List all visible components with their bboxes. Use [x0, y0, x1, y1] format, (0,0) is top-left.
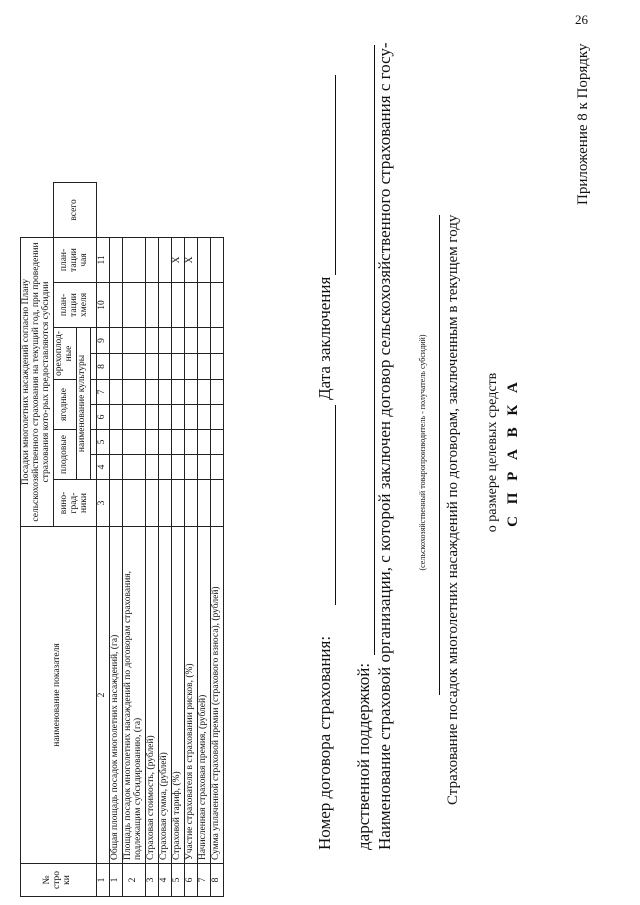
table-row — [158, 182, 171, 896]
value-cell[interactable] — [197, 380, 210, 405]
value-cell[interactable] — [109, 455, 122, 480]
value-cell[interactable] — [184, 380, 197, 405]
row-number: 7 — [197, 864, 210, 897]
value-cell[interactable] — [197, 430, 210, 455]
value-cell[interactable] — [122, 380, 145, 405]
value-cell[interactable] — [184, 282, 197, 327]
row-label: Страховой тариф, (%) — [171, 527, 184, 864]
column-number: 8 — [96, 353, 109, 379]
table-row — [184, 182, 197, 896]
row-label: Участие страхователя в страховании рисков, (%) — [184, 527, 197, 864]
insurance-line: Страхование посадок многолетних насаждений по договорам, заключенным в текущем году — [445, 214, 461, 805]
header-col-vineyards: вино-град-ники — [53, 480, 96, 527]
value-cell[interactable] — [109, 353, 122, 379]
value-cell[interactable] — [171, 353, 184, 379]
insurer-label-cont: дарственной поддержкой: — [354, 662, 373, 850]
row-total[interactable] — [122, 237, 145, 282]
value-cell[interactable] — [210, 455, 223, 480]
header-group: Посадки многолетних насаждений согласно Плану сельскохозяйственного страхования на текущий год, при проведении страхования кото-рых предоставляются субсидии — [21, 237, 54, 526]
value-cell[interactable] — [171, 430, 184, 455]
value-cell[interactable] — [122, 327, 145, 353]
value-cell[interactable] — [158, 455, 171, 480]
value-cell[interactable] — [145, 455, 158, 480]
row-total[interactable] — [158, 237, 171, 282]
value-cell[interactable] — [171, 380, 184, 405]
value-cell[interactable] — [122, 353, 145, 379]
document-subtitle: о размере целевых средств — [485, 372, 500, 533]
value-cell[interactable] — [197, 327, 210, 353]
value-cell[interactable] — [158, 380, 171, 405]
value-cell[interactable] — [171, 405, 184, 430]
column-number: 9 — [96, 327, 109, 353]
value-cell[interactable] — [184, 430, 197, 455]
value-cell[interactable] — [184, 480, 197, 527]
table-row — [109, 182, 122, 896]
value-cell[interactable] — [158, 353, 171, 379]
column-number: 5 — [96, 430, 109, 455]
header-col-hops: план-тации хмеля — [53, 282, 96, 327]
value-cell[interactable] — [197, 353, 210, 379]
value-cell[interactable] — [184, 353, 197, 379]
value-cell[interactable] — [210, 282, 223, 327]
row-label: Площадь посадок многолетних насаждений по договорам страхования, подлежащим субсидированию, (га) — [122, 527, 145, 864]
value-cell[interactable] — [197, 405, 210, 430]
value-cell[interactable] — [145, 380, 158, 405]
value-cell[interactable] — [171, 455, 184, 480]
column-number: 11 — [96, 237, 109, 282]
value-cell[interactable] — [171, 480, 184, 527]
value-cell[interactable] — [210, 405, 223, 430]
value-cell[interactable] — [210, 353, 223, 379]
value-cell[interactable] — [210, 327, 223, 353]
row-number: 1 — [109, 864, 122, 897]
row-label: Страховая сумма, (рублей) — [158, 527, 171, 864]
value-cell[interactable] — [109, 327, 122, 353]
producer-caption: (сельскохозяйственный товаропроизводитель - получатель субсидий) — [418, 334, 427, 571]
table-body — [109, 182, 223, 896]
value-cell[interactable] — [171, 282, 184, 327]
value-cell[interactable] — [158, 480, 171, 527]
contract-date-underline — [335, 75, 336, 275]
value-cell[interactable] — [145, 353, 158, 379]
row-total[interactable] — [210, 237, 223, 282]
value-cell[interactable] — [210, 480, 223, 527]
contract-number-label: Номер договора страхования: — [315, 635, 334, 850]
value-cell[interactable] — [109, 380, 122, 405]
row-total[interactable] — [197, 237, 210, 282]
value-cell[interactable] — [158, 430, 171, 455]
row-number: 2 — [122, 864, 145, 897]
value-cell[interactable] — [184, 327, 197, 353]
value-cell[interactable] — [145, 405, 158, 430]
value-cell[interactable] — [122, 480, 145, 527]
column-number: 4 — [96, 455, 109, 480]
contract-date-label: Дата заключения — [315, 276, 334, 400]
column-number: 10 — [96, 282, 109, 327]
row-number: 3 — [145, 864, 158, 897]
value-cell[interactable] — [145, 480, 158, 527]
value-cell[interactable] — [122, 430, 145, 455]
row-label: Начисленная страховая премия, (рублей) — [197, 527, 210, 864]
row-total[interactable] — [145, 237, 158, 282]
row-number: 6 — [184, 864, 197, 897]
row-total[interactable] — [109, 237, 122, 282]
value-cell[interactable] — [184, 405, 197, 430]
value-cell[interactable] — [210, 380, 223, 405]
value-cell[interactable] — [184, 455, 197, 480]
header-crop-name: наименование культуры — [76, 327, 90, 479]
value-cell[interactable] — [122, 405, 145, 430]
row-label: Общая площадь посадок многолетних насаждений, (га) — [109, 527, 122, 864]
annex-label: Приложение 8 к Порядку — [575, 43, 591, 205]
row-total[interactable]: X — [171, 237, 184, 282]
value-cell[interactable] — [109, 405, 122, 430]
value-cell[interactable] — [145, 430, 158, 455]
value-cell[interactable] — [171, 327, 184, 353]
header-row-number: № стро ки — [21, 864, 97, 897]
value-cell[interactable] — [122, 282, 145, 327]
column-number: 2 — [96, 527, 109, 864]
header-indicator: наименование показателя — [21, 527, 97, 864]
value-cell[interactable] — [109, 430, 122, 455]
value-cell[interactable] — [197, 282, 210, 327]
subsidy-table — [20, 182, 224, 897]
table-row — [210, 182, 223, 896]
row-number: 4 — [158, 864, 171, 897]
column-number: 1 — [96, 864, 109, 897]
column-number: 7 — [96, 380, 109, 405]
row-label: Сумма уплаченной страховой премии (страхового взноса), (рублей) — [210, 527, 223, 864]
table-row — [145, 182, 158, 896]
header-col-tea: план-тации чая — [53, 237, 96, 282]
value-cell[interactable] — [145, 327, 158, 353]
table-row — [122, 182, 145, 896]
row-total[interactable]: X — [184, 237, 197, 282]
value-cell[interactable] — [122, 455, 145, 480]
header-col-total: всего — [53, 182, 96, 237]
value-cell[interactable] — [210, 430, 223, 455]
contract-number-underline — [335, 405, 336, 605]
header-col-fruit: плодовые — [53, 430, 76, 480]
header-col-berry: ягодные — [53, 380, 76, 430]
value-cell[interactable] — [158, 405, 171, 430]
page-number: 26 — [575, 12, 588, 27]
value-cell[interactable] — [158, 282, 171, 327]
column-number-row — [96, 182, 109, 896]
header-col-nut: орехоплод-ные — [53, 327, 76, 379]
value-cell[interactable] — [145, 282, 158, 327]
row-number: 8 — [210, 864, 223, 897]
value-cell[interactable] — [158, 327, 171, 353]
column-number: 3 — [96, 480, 109, 527]
value-cell[interactable] — [197, 480, 210, 527]
value-cell[interactable] — [109, 480, 122, 527]
insurer-label: Наименование страховой организации, с которой заключен договор сельскохозяйственного страхования с госу- — [375, 42, 394, 850]
row-label: Страховая стоимость, (рублей) — [145, 527, 158, 864]
insurer-underline — [374, 45, 375, 655]
table-row — [171, 182, 184, 896]
row-number: 5 — [171, 864, 184, 897]
table-row — [197, 182, 210, 896]
producer-underline — [439, 215, 440, 695]
column-number: 6 — [96, 405, 109, 430]
document-title: С П Р А В К А — [505, 378, 521, 527]
value-cell[interactable] — [109, 282, 122, 327]
value-cell[interactable] — [197, 455, 210, 480]
